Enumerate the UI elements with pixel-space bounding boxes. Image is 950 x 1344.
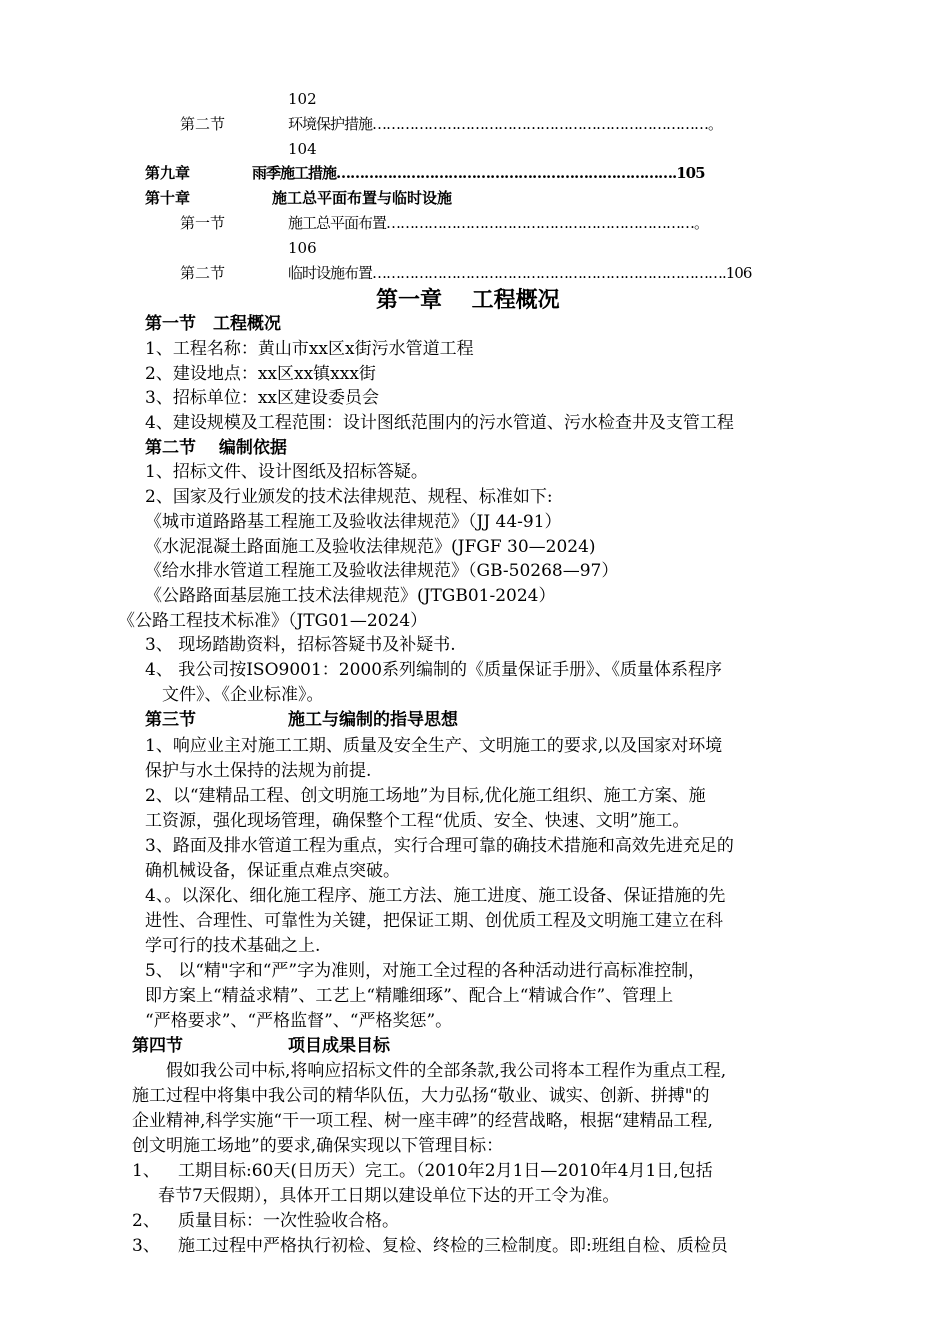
- list-item: 工期目标:60天(日历天）完工。（2010年2月1日—2010年4月1日,包括: [178, 1161, 713, 1181]
- reference-item: 《给水排水管道工程施工及验收法律规范》（GB-50268—97）: [145, 561, 619, 581]
- chapter-title: 第一章 工程概况: [376, 287, 560, 313]
- toc-entry: 施工总平面布置…………………………………………………………。: [288, 214, 709, 232]
- paragraph: 确机械设备，保证重点难点突破。: [145, 861, 400, 881]
- paragraph: 3、 现场踏勘资料，招标答疑书及补疑书.: [145, 635, 456, 655]
- toc-section-label: 第二节: [180, 264, 226, 282]
- paragraph: 工资源，强化现场管理，确保整个工程“优质、安全、快速、文明”施工。: [145, 811, 690, 831]
- paragraph: 1、响应业主对施工工期、质量及安全生产、文明施工的要求,以及国家对环境: [145, 736, 723, 756]
- paragraph: 保护与水土保持的法规为前提.: [145, 761, 372, 781]
- paragraph: 1、工程名称：黄山市xx区x街污水管道工程: [145, 339, 474, 359]
- paragraph: 文件》、《企业标准》。: [162, 685, 324, 705]
- paragraph: 进性、合理性、可靠性为关键，把保证工期、创优质工程及文明施工建立在科: [145, 911, 723, 931]
- paragraph: “严格要求”、“严格监督”、“严格奖惩”。: [145, 1011, 453, 1031]
- list-number: 2、: [132, 1211, 160, 1231]
- toc-entry: 临时设施布置………………………………………………………………….106: [288, 264, 752, 282]
- paragraph: 创文明施工场地”的要求,确保实现以下管理目标：: [132, 1136, 504, 1156]
- toc-entry: 施工总平面布置与临时设施: [272, 189, 453, 207]
- toc-page-number: 106: [288, 239, 317, 257]
- toc-section-label: 第二节: [180, 115, 226, 133]
- reference-item: 《城市道路路基工程施工及验收法律规范》（JJ 44-91）: [145, 512, 562, 532]
- paragraph: 4、 我公司按ISO9001：2000系列编制的《质量保证手册》、《质量体系程序: [145, 660, 723, 680]
- toc-entry: 雨季施工措施……………………………………………………………….105: [252, 164, 705, 182]
- paragraph: 2、国家及行业颁发的技术法律规范、规程、标准如下:: [145, 487, 553, 507]
- paragraph: 3、招标单位：xx区建设委员会: [145, 388, 379, 408]
- list-item: 春节7天假期），具体开工日期以建设单位下达的开工令为准。: [158, 1186, 620, 1206]
- toc-page-number: 102: [288, 90, 317, 108]
- section-heading-label: 第四节: [132, 1036, 183, 1056]
- list-number: 1、: [132, 1161, 160, 1181]
- reference-item: 《公路路面基层施工技术法律规范》(JTGB01-2024）: [145, 586, 556, 606]
- list-item: 施工过程中严格执行初检、复检、终检的三检制度。即:班组自检、质检员: [178, 1236, 728, 1256]
- toc-section-label: 第一节: [180, 214, 226, 232]
- list-item: 质量目标：一次性验收合格。: [178, 1211, 399, 1231]
- paragraph: 5、 以“精"字和“严”字为准则，对施工全过程的各种活动进行高标准控制，: [145, 961, 706, 981]
- reference-item: 《公路工程技术标准》（JTG01—2024）: [118, 611, 428, 631]
- section-heading: 第一节 工程概况: [145, 314, 281, 334]
- section-heading: 施工与编制的指导思想: [288, 710, 458, 730]
- paragraph: 4、建设规模及工程范围：设计图纸范围内的污水管道、污水检查井及支管工程: [145, 413, 734, 433]
- toc-chapter-label: 第十章: [145, 189, 191, 207]
- section-heading: 第二节 编制依据: [145, 438, 287, 458]
- paragraph: 1、招标文件、设计图纸及招标答疑。: [145, 462, 428, 482]
- toc-page-number: 104: [288, 140, 317, 158]
- paragraph: 3、路面及排水管道工程为重点，实行合理可靠的确技术措施和高效先进充足的: [145, 836, 734, 856]
- section-heading: 项目成果目标: [288, 1036, 390, 1056]
- paragraph: 2、建设地点：xx区xx镇xxx街: [145, 364, 376, 384]
- toc-entry: 环境保护措施………………………………………………………………。: [288, 115, 723, 133]
- paragraph: 施工过程中将集中我公司的精华队伍，大力弘扬“敬业、诚实、创新、拼搏"的: [132, 1086, 710, 1106]
- reference-item: 《水泥混凝土路面施工及验收法律规范》(JFGF 30—2024): [145, 537, 596, 557]
- paragraph: 学可行的技术基础之上.: [145, 936, 321, 956]
- paragraph: 4、。以深化、细化施工程序、施工方法、施工进度、施工设备、保证措施的先: [145, 886, 726, 906]
- toc-chapter-label: 第九章: [145, 164, 191, 182]
- paragraph: 企业精神,科学实施“干一项工程、树一座丰碑”的经营战略，根据“建精品工程,: [132, 1111, 713, 1131]
- paragraph: 假如我公司中标,将响应招标文件的全部条款,我公司将本工程作为重点工程,: [166, 1061, 727, 1081]
- paragraph: 即方案上“精益求精”、工艺上“精雕细琢”、配合上“精诚合作”、管理上: [145, 986, 674, 1006]
- section-heading-label: 第三节: [145, 710, 196, 730]
- paragraph: 2、以“建精品工程、创文明施工场地”为目标,优化施工组织、施工方案、施: [145, 786, 706, 806]
- list-number: 3、: [132, 1236, 160, 1256]
